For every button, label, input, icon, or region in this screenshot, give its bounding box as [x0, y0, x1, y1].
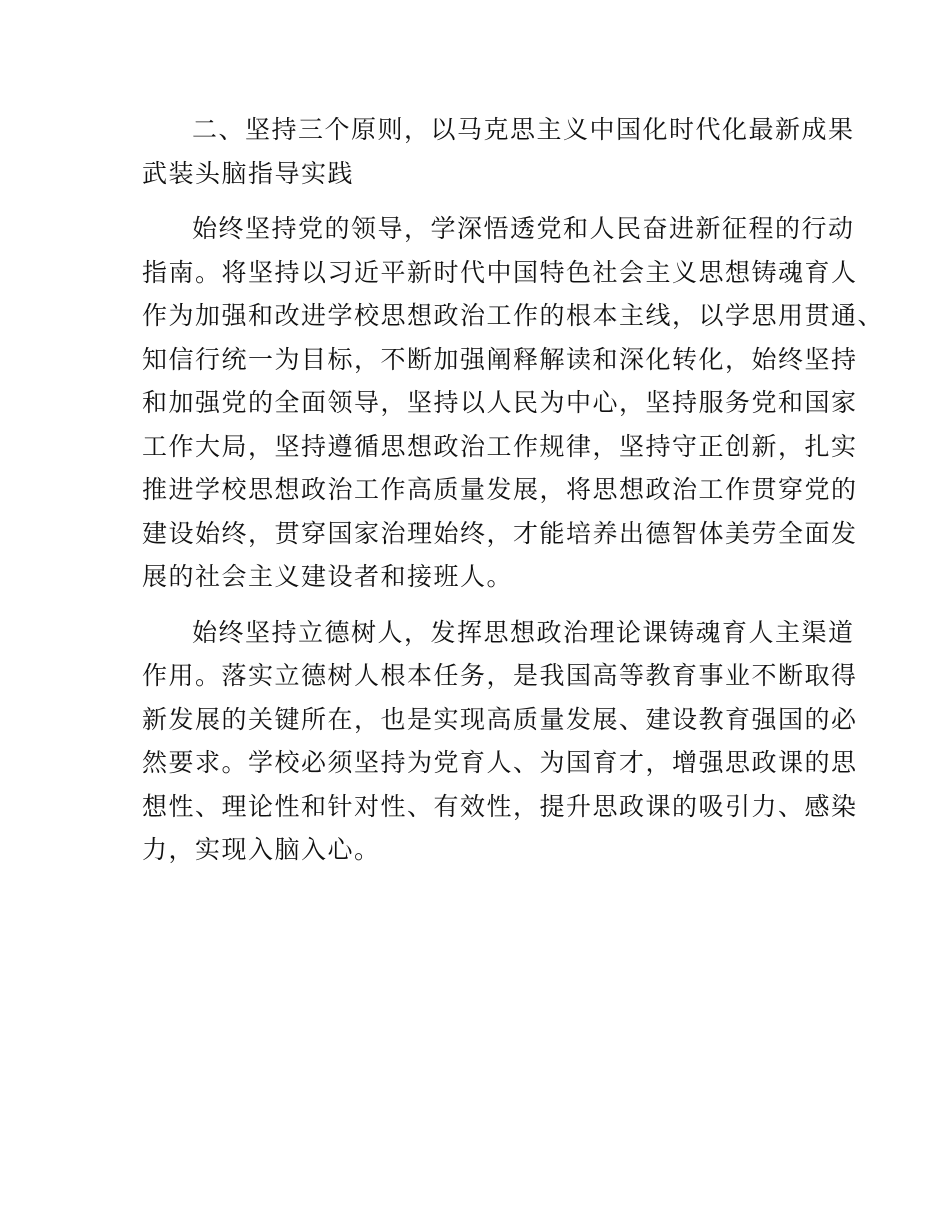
paragraph-line: 作用。落实立德树人根本任务，是我国高等教育事业不断取得	[142, 661, 858, 690]
paragraph-line: 力，实现入脑入心。	[142, 835, 381, 864]
paragraph-line: 展的社会主义建设者和接班人。	[142, 562, 514, 591]
paragraph-line: 始终坚持党的领导，学深悟透党和人民奋进新征程的行动	[192, 214, 855, 243]
paragraph-line: 然要求。学校必须坚持为党育人、为国育才，增强思政课的思	[142, 748, 858, 777]
heading-line: 武装头脑指导实践	[142, 158, 355, 188]
paragraph-line: 作为加强和改进学校思想政治工作的根本主线，以学思用贯通、	[142, 301, 885, 330]
paragraph-line: 建设始终，贯穿国家治理始终，才能培养出德智体美劳全面发	[142, 518, 858, 548]
document-body	[142, 108, 885, 872]
paragraph-line: 和加强党的全面领导，坚持以人民为中心，坚持服务党和国家	[142, 388, 858, 417]
section-heading	[142, 108, 855, 195]
paragraph-line: 知信行统一为目标，不断加强阐释解读和深化转化，始终坚持	[142, 344, 858, 374]
paragraph-line: 想性、理论性和针对性、有效性，提升思政课的吸引力、感染	[142, 791, 858, 821]
paragraph-line: 新发展的关键所在，也是实现高质量发展、建设教育强国的必	[142, 704, 858, 734]
paragraph-line: 推进学校思想政治工作高质量发展，将思想政治工作贯穿党的	[142, 475, 858, 504]
paragraph-line: 始终坚持立德树人，发挥思想政治理论课铸魂育人主渠道	[192, 617, 855, 647]
heading-line: 二、坚持三个原则，以马克思主义中国化时代化最新成果	[192, 115, 855, 144]
paragraph-line: 工作大局，坚持遵循思想政治工作规律，坚持守正创新，扎实	[142, 431, 858, 461]
paragraph-line: 指南。将坚持以习近平新时代中国特色社会主义思想铸魂育人	[142, 257, 858, 287]
paragraph-party-leadership	[142, 207, 885, 599]
paragraph-moral-education	[142, 611, 858, 872]
